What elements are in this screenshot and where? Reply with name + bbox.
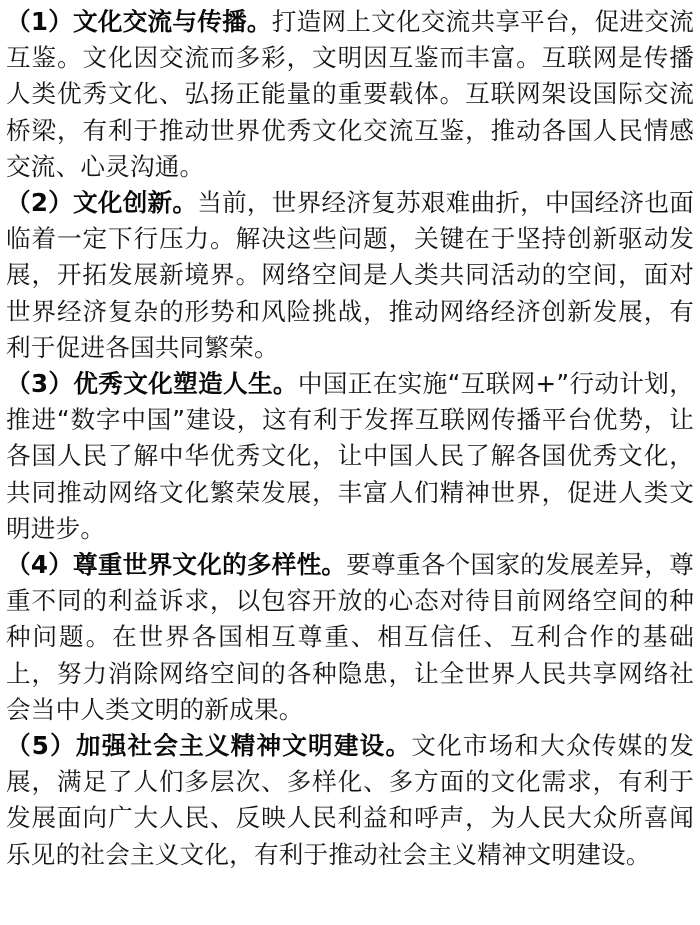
paragraph-1 <box>6 4 694 185</box>
paragraph-heading: （5）加强社会主义精神文明建设。 <box>6 731 412 761</box>
paragraph-4 <box>6 547 694 728</box>
paragraph-body: 文化市场和大众传媒的发展，满足了人们多层次、多样化、多方面的文化需求，有利于发展面向广大人民、反映人民利益和呼声，为人民大众所喜闻乐见的社会主义文化，有利于推动社会主义精神文明建设。 <box>6 731 694 869</box>
paragraph-2 <box>6 185 694 366</box>
paragraph-body: 打造网上文化交流共享平台，促进交流互鉴。文化因交流而多彩，文明因互鉴而丰富。互联网是传播人类优秀文化、弘扬正能量的重要载体。互联网架设国际交流桥梁，有利于推动世界优秀文化交流互鉴，推动各国人民情感交流、心灵沟通。 <box>6 7 694 181</box>
paragraph-heading: （1）文化交流与传播。 <box>6 7 272 36</box>
paragraph-body: 当前，世界经济复苏艰难曲折，中国经济也面临着一定下行压力。解决这些问题，关键在于坚持创新驱动发展，开拓发展新境界。网络空间是人类共同活动的空间，面对世界经济复杂的形势和风险挑战，推动网络经济创新发展，有利于促进各国共同繁荣。 <box>6 188 694 362</box>
paragraph-body: 中国正在实施“互联网+”行动计划，推进“数字中国”建设，这有利于发挥互联网传播平台优势，让各国人民了解中华优秀文化，让中国人民了解各国优秀文化，共同推动网络文化繁荣发展，丰富人们精神世界，促进人类文明进步。 <box>6 369 694 543</box>
paragraph-body: 要尊重各个国家的发展差异，尊重不同的利益诉求，以包容开放的心态对待目前网络空间的种种问题。在世界各国相互尊重、相互信任、互利合作的基础上，努力消除网络空间的各种隐患，让全世界人民共享网络社会当中人类文明的新成果。 <box>6 550 694 724</box>
paragraph-heading: （2）文化创新。 <box>6 188 198 218</box>
paragraph-heading: （3）优秀文化塑造人生。 <box>6 369 298 399</box>
paragraph-heading: （4）尊重世界文化的多样性。 <box>6 550 347 580</box>
paragraph-3 <box>6 366 694 547</box>
paragraph-5 <box>6 728 694 873</box>
